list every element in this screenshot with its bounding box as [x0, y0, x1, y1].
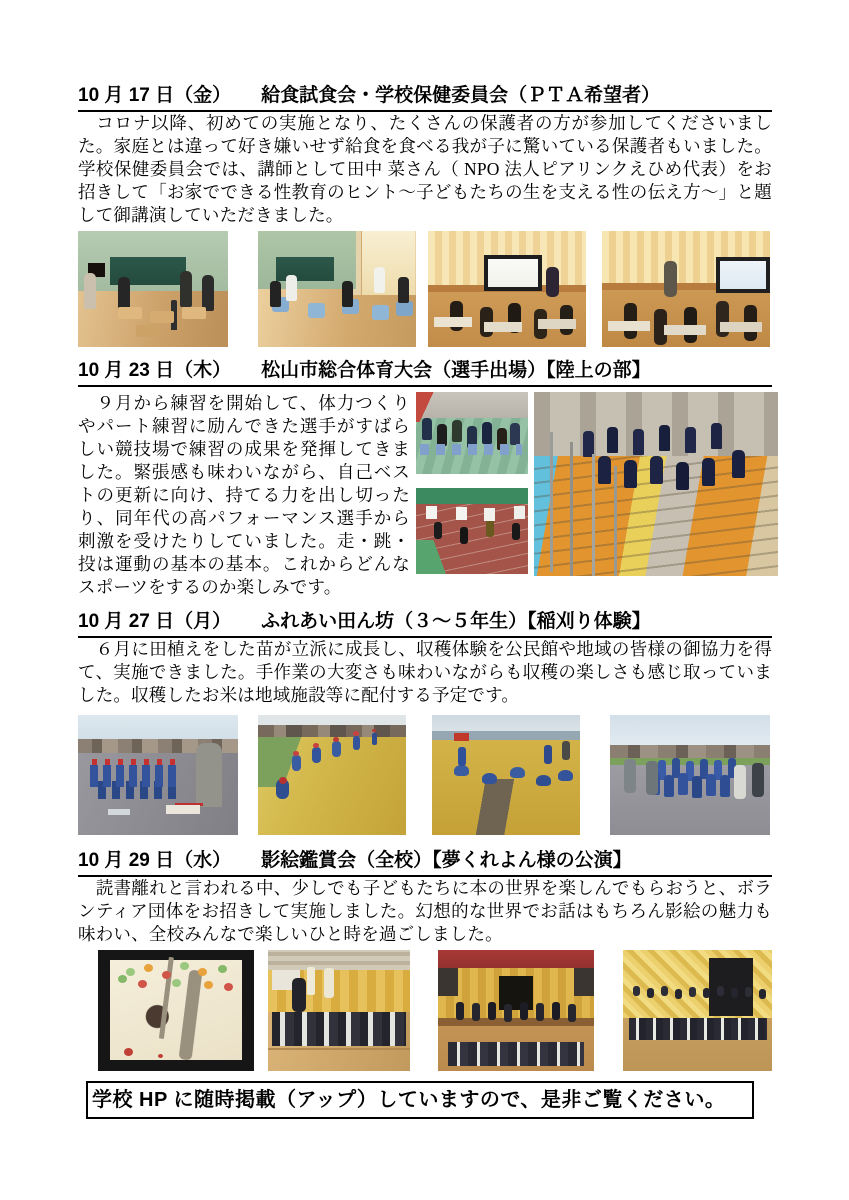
section-heading: [78, 84, 772, 112]
photo-harvest-opening: [78, 715, 238, 835]
section-body: 読書離れと言われる中、少しでも子どもたちに本の世界を楽しんでもらおうと、ボランティア団体をお招きして実施しました。幻想的な世界でお話はもちろん影絵の魅力も味わい、全校みんなで楽しいひと時を過ごしました。: [78, 878, 772, 944]
athletics-text-photo-layout: [78, 392, 772, 599]
photo-puppet-performers: [268, 950, 410, 1071]
lecture-title-quote: 「お家でできる性教育のヒント～子どもたちの生を支える性の伝え方～」: [149, 182, 737, 202]
heading-date: 10 月 23 日（木）: [78, 360, 232, 381]
photo-gym-audience: [438, 950, 594, 1071]
photo-rice-field-work: [432, 715, 580, 835]
hp-notice-box: [86, 1081, 754, 1119]
section-body: [78, 112, 772, 227]
photo-health-committee-lecture: [428, 231, 586, 347]
section-heading: [78, 849, 772, 877]
photo-classroom-lunch: [258, 231, 416, 347]
body-text-before-quote: コロナ以降、初めての実施となり、たくさんの保護者の方が参加してくださいました。家庭とは違って好き嫌いせず給食を食べる我が子に驚いている保護者もいました。学校保健委員会では、講師として田中 菜さん（ NPO 法人ピアリンクえひめ代表）をお招きして: [78, 113, 772, 202]
heading-title: 影絵鑑賞会（全校）【夢くれよん様の公演】: [261, 850, 632, 871]
section-oct17: [78, 84, 772, 347]
section-oct29: [78, 849, 772, 1071]
photo-track-race: [416, 488, 528, 574]
heading-title: 給食試食会・学校保健委員会（ＰＴＡ希望者）: [261, 85, 661, 106]
photo-row-lunch-event: [78, 231, 772, 347]
body-text-after-quote: と題して御講演していただきました。: [78, 182, 772, 225]
photo-harvest-group: [610, 715, 770, 835]
hp-notice-text: 学校 HP に随時掲載（アップ）していますので、是非ご覧ください。: [92, 1089, 726, 1111]
photo-row-rice-harvest: [78, 715, 772, 835]
photo-cutting-rice: [258, 715, 406, 835]
section-heading: [78, 359, 772, 387]
heading-title: ふれあい田ん坊（３～５年生）【稲刈り体験】: [261, 611, 651, 632]
section-body: ９月から練習を開始して、体力つくりやパート練習に励んできた選手がすばらしい競技場で練習の成果を発揮してきました。緊張感も味わいながら、自己ベストの更新に向け、持てる力を出し切ったり、同年代の高パフォーマンス選手から刺激を受けたりしていました。走・跳・投は運動の基本の基本。これからどんなスポーツをするのか楽しみです。: [78, 393, 410, 597]
section-body: ６月に田植えをした苗が立派に成長し、収穫体験を公民館や地域の皆様の御協力を得て、実施できました。手作業の大変さも味わいながらも収穫の楽しさも感じ取っていました。収穫したお米は地域施設等に配付する予定です。: [78, 639, 772, 705]
photo-row-shadow-play: [78, 950, 772, 1071]
photo-shadow-screen: [98, 950, 254, 1071]
photo-group-athletics: [416, 392, 778, 599]
photo-classroom-parents-visit: [78, 231, 228, 347]
section-oct23: [78, 359, 772, 599]
heading-title: 松山市総合体育大会（選手出場）【陸上の部】: [261, 360, 651, 381]
photo-column: [416, 392, 528, 599]
section-oct27: [78, 610, 772, 835]
photo-school-group: [623, 950, 772, 1071]
heading-date: 10 月 17 日（金）: [78, 85, 232, 106]
photo-stadium-stands: [416, 392, 528, 474]
heading-date: 10 月 29 日（水）: [78, 850, 232, 871]
section-heading: [78, 610, 772, 638]
photo-lecture-audience: [602, 231, 770, 347]
photo-team-on-stairs: [534, 392, 778, 576]
heading-date: 10 月 27 日（月）: [78, 611, 232, 632]
